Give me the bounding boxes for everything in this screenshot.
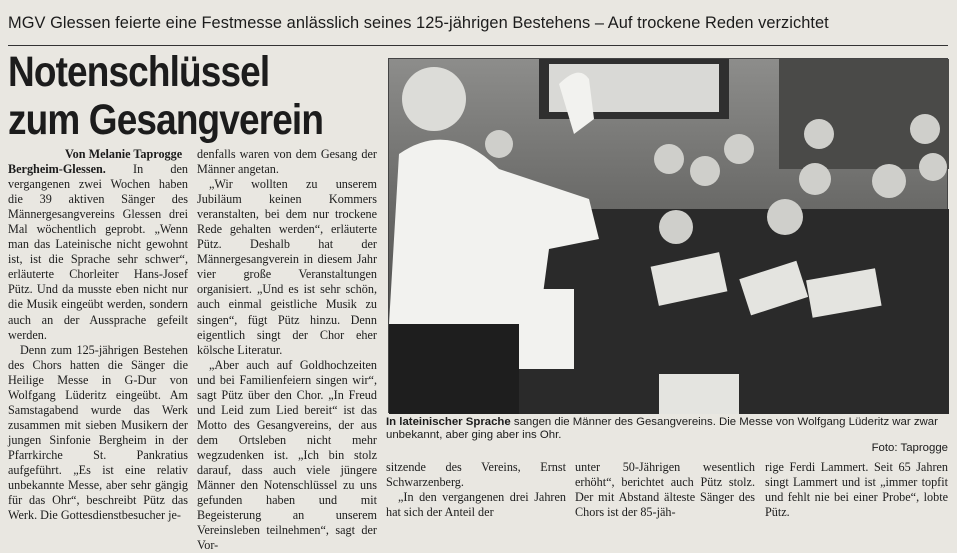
headline xyxy=(8,48,331,144)
dateline: Bergheim-Glessen. xyxy=(8,162,106,177)
photo-caption xyxy=(386,416,948,454)
article-column-4 xyxy=(575,460,755,524)
article-column-3 xyxy=(386,460,566,524)
choir-photo xyxy=(388,58,948,413)
paragraph: „In den vergangenen drei Jahren hat sich der Anteil der xyxy=(386,490,566,520)
paragraph: unter 50-Jährigen wesentlich erhöht“, berichtet auch Pütz stolz. Der mit Abstand älteste Sänger des Chors ist der 85-jäh- xyxy=(575,460,755,520)
paragraph: denfalls waren von dem Gesang der Männer angetan. xyxy=(197,147,377,177)
paragraph: Denn zum 125-jährigen Bestehen des Chors hatten die Sänger die Heilige Messe in G-Dur von Wolfgang Lüderitz eingeübt. Am Samstagabend wurde das Werk zusammen mit sieben Musikern der jungen Sinfonie Bergheim in der Pfarrkirche St. Pankratius aufgeführt. „Es ist eine relativ unbekannte Messe, aber sehr gängig für das Ohr“, beschreibt Pütz das Werk. Die Gottesdienstbesucher je- xyxy=(8,342,188,523)
paragraph xyxy=(8,162,188,343)
article-column-5 xyxy=(765,460,948,524)
paragraph: „Aber auch auf Goldhochzeiten und bei Familienfeiern singen wir“, sagt Pütz über den Chor. „In Freud und Leid zum Lied bereit“ ist das Motto des Gesangvereins, der aus dem Ortsleben nicht mehr wegzudenken ist. „Ich bin stolz darauf, dass auch viele jüngere Männer den Notenschlüssel zu uns gefunden haben und mit Begeisterung an unserem Vereinsleben teilnehmen“, sagt der Vor- xyxy=(197,357,377,553)
kicker-line: MGV Glessen feierte eine Festmesse anlässlich seines 125-jährigen Bestehens – Auf trockene Reden verzichtet xyxy=(8,4,948,46)
headline-line-2: zum Gesangverein xyxy=(8,96,324,144)
headline-line-1: Notenschlüssel xyxy=(8,48,270,96)
paragraph: sitzende des Vereins, Ernst Schwarzenberg. xyxy=(386,460,566,490)
paragraph-text: In den vergangenen zwei Wochen haben die 39 aktiven Sänger des Männergesangvereins Glessen drei Mal wöchentlich geprobt. „Wenn man das Lateinische nicht gewohnt ist, ist die Sprache sehr schwer“, erläuterte Chorleiter Hans-Josef Pütz. Und da musste eben nicht nur die Musik eingeübt werden, sondern auch an der Aussprache gefeilt werden. xyxy=(8,162,188,342)
caption-lead: In lateinischer Sprache xyxy=(386,416,511,428)
choir-photo-illustration xyxy=(389,59,949,414)
paragraph: „Wir wollten zu unserem Jubiläum keinen Kommers veranstalten, bei dem nur trockene Rede gehalten werden“, erläuterte Pütz. Deshalb hat der Männergesangverein in diesem Jahr vier große Veranstaltungen organisiert. „Und es ist sehr schön, auch einmal geistliche Musik zu singen“, fügt Pütz hinzu. Denn eigentlich singt der Chor eher kölsche Literatur. xyxy=(197,177,377,357)
article-column-2 xyxy=(197,147,377,553)
paragraph: rige Ferdi Lammert. Seit 65 Jahren singt Lammert und ist „immer topfit und fehlt nie bei einer Probe“, lobte Pütz. xyxy=(765,460,948,520)
article-column-1 xyxy=(8,147,188,522)
byline: Von Melanie Taprogge xyxy=(65,147,183,161)
photo-credit: Foto: Taprogge xyxy=(871,442,948,454)
caption-text: sangen die Männer des Gesangvereins. Die Messe von Wolfgang Lüderitz war zwar unbekannt, aber ging aber ins Ohr. xyxy=(386,416,938,441)
